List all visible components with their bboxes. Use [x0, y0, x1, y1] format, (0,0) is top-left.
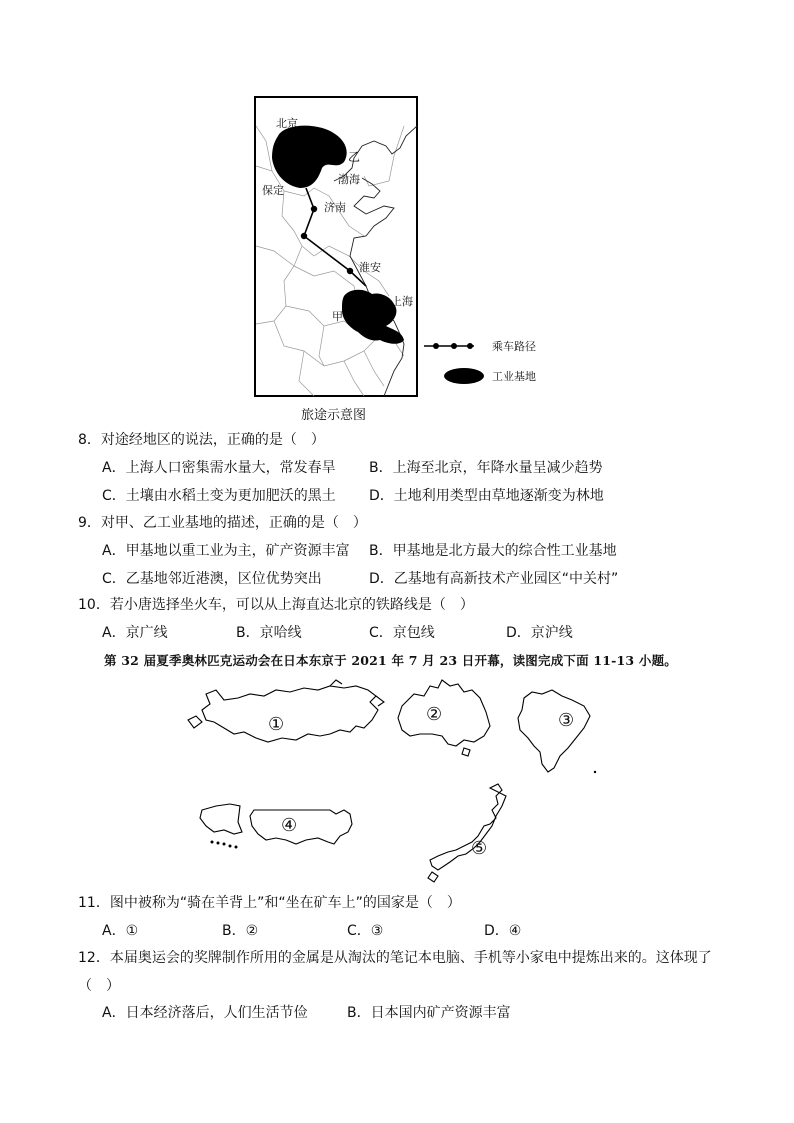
route-stop-mid	[301, 233, 307, 239]
country-brazil-outline	[518, 690, 590, 772]
label-russia: ①	[268, 714, 285, 735]
question-9-option-b[interactable]: B．甲基地是北方最大的综合性工业基地	[369, 543, 617, 559]
label-huaian: 淮安	[359, 261, 381, 274]
question-11-option-c[interactable]: C．③	[347, 923, 384, 939]
route-stop-jinan	[311, 206, 317, 212]
label-australia: ②	[426, 704, 443, 725]
question-10-option-d[interactable]: D．京沪线	[506, 625, 573, 641]
question-9-stem: 9．对甲、乙工业基地的描述，正确的是（ ）	[78, 515, 367, 531]
country-australia-outline	[398, 680, 490, 746]
label-jia: 甲	[332, 310, 343, 323]
map-legend	[422, 336, 562, 386]
label-shanghai: 上海	[391, 295, 413, 308]
legend-route-label: 乘车路径	[492, 340, 536, 353]
route-map-svg	[254, 96, 418, 397]
question-8-stem: 8．对途经地区的说法，正确的是（ ）	[78, 432, 325, 448]
question-8-option-b[interactable]: B．上海至北京，年降水量呈减少趋势	[369, 460, 603, 476]
question-12-stem-continued: （ ）	[78, 978, 120, 994]
question-8-option-d[interactable]: D．土地利用类型由草地逐渐变为林地	[369, 488, 604, 504]
question-11-option-a[interactable]: A．①	[102, 923, 139, 939]
question-8-option-c[interactable]: C．土壤由水稻土变为更加肥沃的黑土	[102, 488, 336, 504]
legend-industrial-symbol	[444, 368, 484, 384]
label-usa: ④	[281, 815, 298, 836]
question-10-option-c[interactable]: C．京包线	[369, 625, 435, 641]
country-usa-outline	[250, 810, 352, 844]
question-11-option-b[interactable]: B．②	[222, 923, 259, 939]
label-bohai: 渤海	[338, 173, 360, 186]
section-intro: 第 32 届夏季奥林匹克运动会在日本东京于 2021 年 7 月 23 日开幕，读图完成下面 11-13 小题。	[104, 653, 677, 668]
legend-industrial-label: 工业基地	[492, 370, 536, 383]
route-stop-huaian	[347, 268, 353, 274]
label-jinan: 济南	[324, 201, 346, 214]
country-russia-outline	[202, 686, 378, 742]
label-baoding: 保定	[262, 184, 284, 197]
country-outlines-svg	[180, 676, 620, 886]
label-yi: 乙	[348, 150, 361, 164]
question-10-stem: 10．若小唐选择坐火车，可以从上海直达北京的铁路线是（ ）	[78, 597, 474, 613]
question-9-option-a[interactable]: A．甲基地以重工业为主，矿产资源丰富	[102, 543, 350, 559]
legend-symbols	[422, 336, 492, 386]
label-brazil: ③	[558, 710, 575, 731]
country-outlines-figure	[180, 676, 620, 886]
question-12-stem: 12．本届奥运会的奖牌制作所用的金属是从淘汰的笔记本电脑、手机等小家电中提炼出来的。这体现了	[78, 950, 712, 966]
question-8-option-a[interactable]: A．上海人口密集需水量大，常发春旱	[102, 460, 336, 476]
question-9-option-d[interactable]: D．乙基地有高新技术产业园区“中关村”	[369, 571, 619, 587]
label-beijing: 北京	[276, 117, 298, 130]
question-10-option-a[interactable]: A．京广线	[102, 625, 168, 641]
question-12-option-a[interactable]: A．日本经济落后，人们生活节俭	[102, 1005, 308, 1021]
question-9-option-c[interactable]: C．乙基地邻近港澳，区位优势突出	[102, 571, 322, 587]
map-caption: 旅途示意图	[301, 408, 367, 423]
question-12-option-b[interactable]: B．日本国内矿产资源丰富	[347, 1005, 511, 1021]
hawaii-islands	[211, 841, 238, 849]
country-alaska-outline	[200, 804, 242, 834]
country-japan-outline	[430, 784, 506, 870]
travel-route-map	[254, 96, 418, 397]
label-japan: ⑤	[471, 838, 488, 859]
question-11-option-d[interactable]: D．④	[484, 923, 522, 939]
question-10-option-b[interactable]: B．京哈线	[236, 625, 302, 641]
question-11-stem: 11．图中被称为“骑在羊背上”和“坐在矿车上”的国家是（ ）	[78, 895, 461, 911]
